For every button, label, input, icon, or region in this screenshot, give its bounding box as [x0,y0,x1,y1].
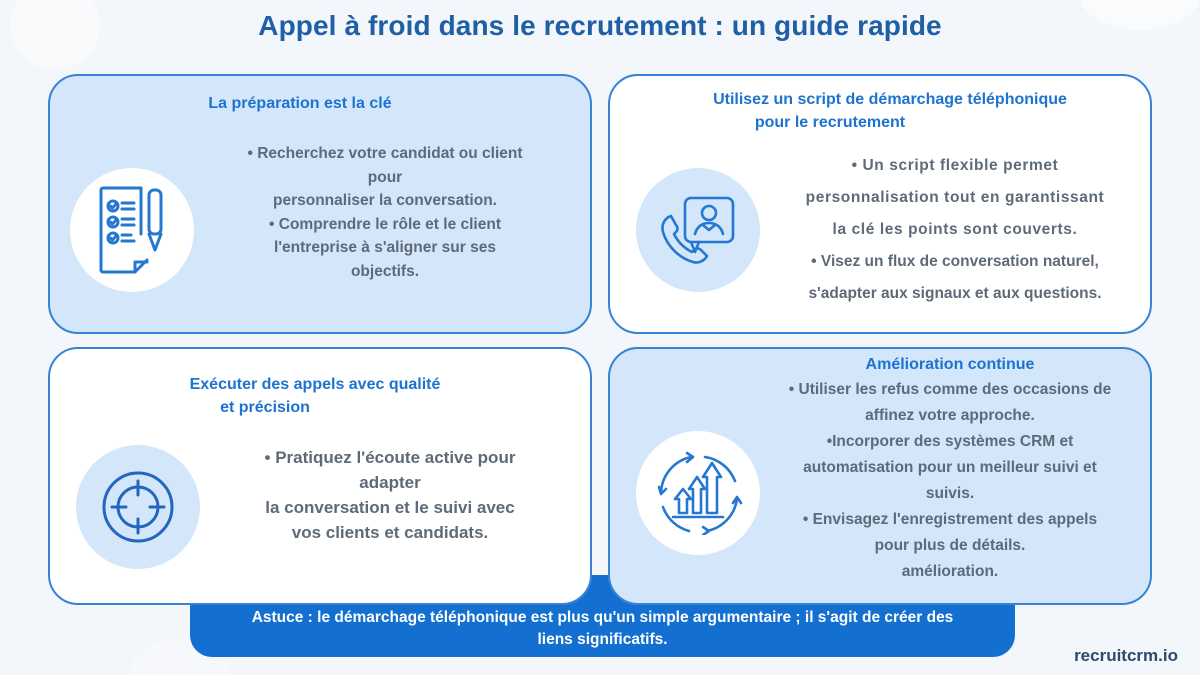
card-title-line: Exécuter des appels avec qualité [189,376,441,393]
body-line: amélioration. [901,563,999,580]
body-line: • Recherchez votre candidat ou client [247,145,523,162]
card-execution [48,347,592,605]
target-crosshair-icon [100,469,176,545]
body-line: • Envisagez l'enregistrement des appels [802,511,1098,528]
growth-cycle-icon [651,451,745,535]
checklist-pen-icon [97,184,167,276]
tip-text [190,607,1015,651]
card-title-line: et précision [220,399,310,416]
body-line: pour plus de détails. [874,537,1026,554]
card-title-line: Amélioration continue [865,356,1035,373]
body-line: • Pratiquez l'écoute active pour [264,448,516,467]
body-line: suivis. [925,485,975,502]
brand-logo-text: recruitcrm.io [1074,646,1178,665]
card-preparation [48,74,592,334]
phone-contact-icon [657,194,739,266]
body-line: personnalisation tout en garantissant [805,189,1105,206]
body-line: la conversation et le suivi avec [265,498,515,517]
body-line: affinez votre approche. [865,407,1035,424]
icon-circle [70,168,194,292]
body-line: • Comprendre le rôle et le client [269,215,501,233]
body-line: • Visez un flux de conversation naturel, [811,253,1099,270]
card-script [608,74,1152,334]
body-line: la clé les points sont couverts. [832,221,1078,238]
card-title-line: Utilisez un script de démarchage téléphonique [713,91,1067,108]
card-body [770,150,1140,310]
page-title: Appel à froid dans le recrutement : un guide rapide [258,10,942,41]
body-line: pour [367,168,403,186]
card-body [760,377,1140,585]
body-line: • Utiliser les refus comme des occasions de [788,381,1112,398]
card-title-line: pour le recrutement [754,114,906,131]
body-line: adapter [359,473,421,492]
tip-line: Astuce : le démarchage téléphonique est plus qu'un simple argumentaire ; il s'agit de créer des [251,609,954,626]
card-body [220,445,560,545]
icon-circle [636,168,760,292]
card-title [150,92,450,115]
card-title-line: La préparation est la clé [208,95,392,112]
body-line: • Un script flexible permet [851,157,1059,174]
card-title [150,373,480,419]
tip-line: liens significatifs. [537,631,668,648]
icon-circle [636,431,760,555]
card-title [760,353,1140,376]
card-title [650,88,1130,134]
icon-circle [76,445,200,569]
body-line: l'entreprise à s'aligner sur ses [274,239,496,256]
card-improvement [608,347,1152,605]
body-line: vos clients et candidats. [291,523,489,542]
body-line: personnaliser la conversation. [273,192,497,209]
body-line: •Incorporer des systèmes CRM et [826,433,1074,450]
body-line: automatisation pour un meilleur suivi et [803,459,1097,476]
card-body [200,142,570,283]
body-line: s'adapter aux signaux et aux questions. [808,285,1102,302]
body-line: objectifs. [350,262,420,280]
